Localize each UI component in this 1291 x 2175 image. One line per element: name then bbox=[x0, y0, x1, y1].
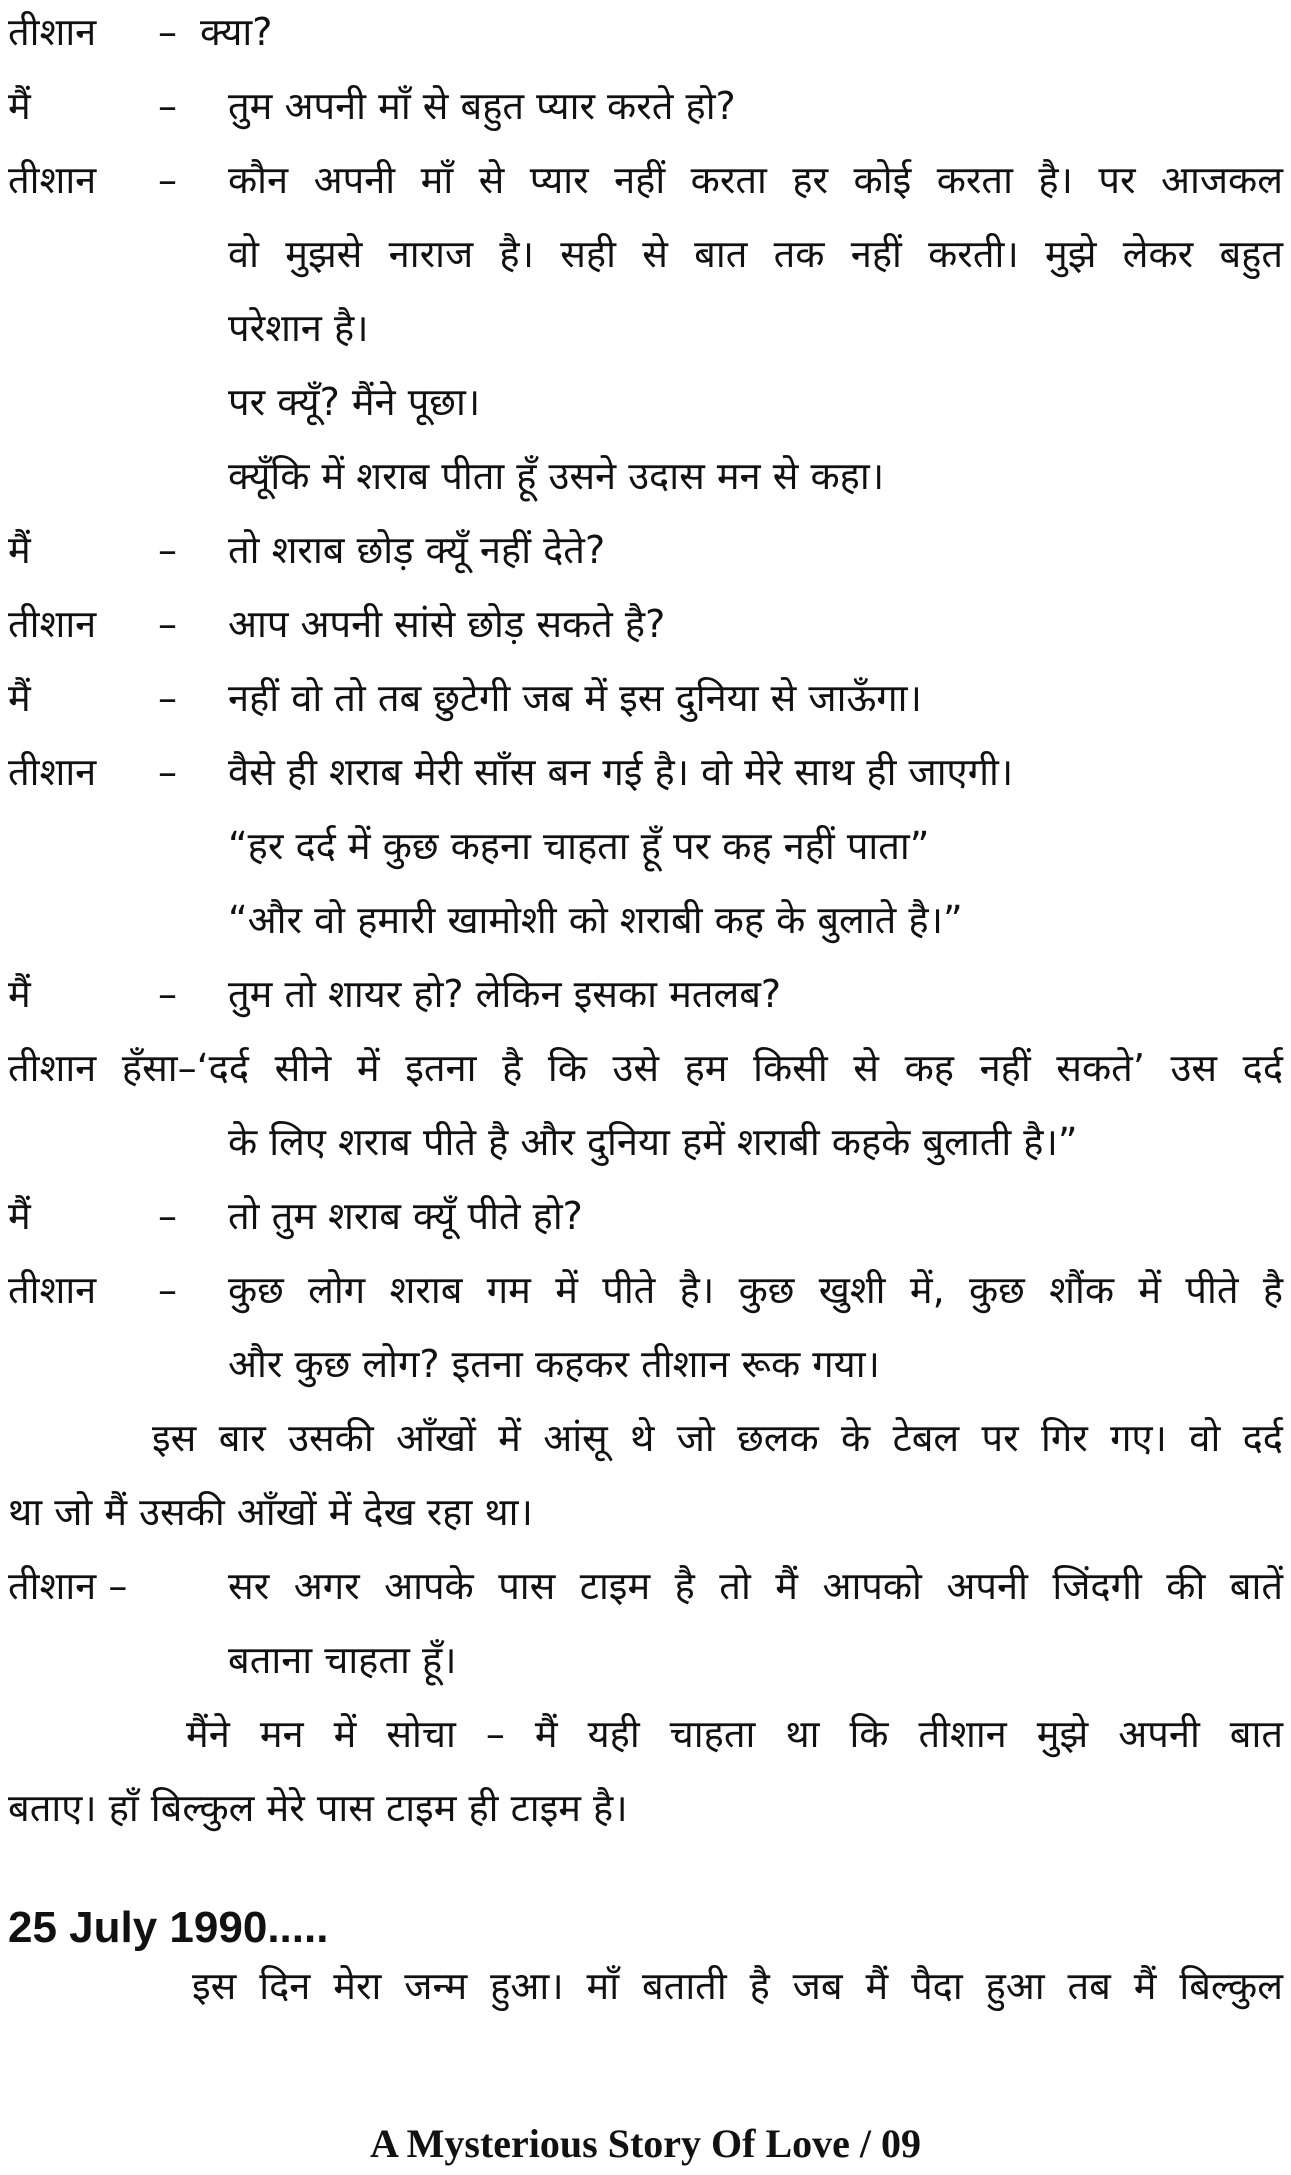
dialogue-text: क्यूँकि में शराब पीता हूँ उसने उदास मन से कहा। bbox=[228, 454, 885, 498]
dialogue-text: बताना चाहता हूँ। bbox=[228, 1638, 457, 1682]
speaker-label: मैं bbox=[8, 1194, 31, 1238]
dialogue-text: तीशान हँसा–‘दर्द सीने में इतना है कि उसे हम किसी से कह नहीं सकते’ उस दर्द bbox=[8, 1046, 1283, 1090]
quote-text: “हर दर्द में कुछ कहना चाहता हूँ पर कह नहीं पाता” bbox=[228, 824, 930, 868]
dash: – bbox=[158, 750, 177, 794]
dialogue-text: वैसे ही शराब मेरी साँस बन गई है। वो मेरे साथ ही जाएगी। bbox=[228, 750, 1014, 794]
dialogue-text: वो मुझसे नाराज है। सही से बात तक नहीं करती। मुझे लेकर बहुत bbox=[228, 232, 1283, 276]
speaker-label: तीशान bbox=[8, 750, 97, 794]
speaker-label: तीशान bbox=[8, 1268, 97, 1312]
paragraph-text: इस दिन मेरा जन्म हुआ। माँ बताती है जब मैं पैदा हुआ तब मैं बिल्कुल bbox=[192, 1964, 1283, 2008]
dialogue-text: तुम अपनी माँ से बहुत प्यार करते हो? bbox=[228, 84, 736, 128]
dialogue-text: नहीं वो तो तब छुटेगी जब में इस दुनिया से जाऊँगा। bbox=[228, 676, 922, 720]
speaker-label: तीशान bbox=[8, 158, 97, 202]
speaker-label: तीशान bbox=[8, 602, 97, 646]
dash: – bbox=[158, 1194, 177, 1238]
paragraph-text: था जो मैं उसकी आँखों में देख रहा था। bbox=[8, 1490, 533, 1534]
dialogue-text: क्या? bbox=[200, 10, 273, 54]
dash: – bbox=[158, 84, 177, 128]
dialogue-text: तो शराब छोड़ क्यूँ नहीं देते? bbox=[228, 528, 606, 572]
dialogue-text: कौन अपनी माँ से प्यार नहीं करता हर कोई करता है। पर आजकल bbox=[228, 158, 1283, 202]
dash: – bbox=[158, 602, 177, 646]
dialogue-text: और कुछ लोग? इतना कहकर तीशान रूक गया। bbox=[228, 1342, 880, 1386]
speaker-label: मैं bbox=[8, 528, 31, 572]
date-heading: 25 July 1990..... bbox=[8, 1903, 329, 1952]
quote-text: “और वो हमारी खामोशी को शराबी कह के बुलाते है।” bbox=[228, 898, 963, 942]
dash: – bbox=[158, 1268, 177, 1312]
dash: – bbox=[158, 972, 177, 1016]
paragraph-text: मैंने मन में सोचा – मैं यही चाहता था कि तीशान मुझे अपनी बात bbox=[186, 1712, 1283, 1756]
speaker-label: मैं bbox=[8, 972, 31, 1016]
dash: – bbox=[158, 528, 177, 572]
dialogue-text: परेशान है। bbox=[228, 306, 369, 350]
dialogue-text: तुम तो शायर हो? लेकिन इसका मतलब? bbox=[228, 972, 782, 1016]
dialogue-text: पर क्यूँ? मैंने पूछा। bbox=[228, 380, 481, 424]
paragraph-text: इस बार उसकी आँखों में आंसू थे जो छलक के टेबल पर गिर गए। वो दर्द bbox=[152, 1416, 1283, 1460]
speaker-label: तीशान – bbox=[8, 1564, 128, 1608]
dash: – bbox=[158, 10, 177, 54]
speaker-label: मैं bbox=[8, 84, 31, 128]
dialogue-text: तो तुम शराब क्यूँ पीते हो? bbox=[228, 1194, 583, 1238]
dash: – bbox=[158, 676, 177, 720]
dialogue-text: सर अगर आपके पास टाइम है तो मैं आपको अपनी जिंदगी की बातें bbox=[228, 1564, 1283, 1608]
paragraph-text: बताए। हाँ बिल्कुल मेरे पास टाइम ही टाइम है। bbox=[8, 1786, 628, 1830]
dash: – bbox=[158, 158, 177, 202]
dialogue-text: कुछ लोग शराब गम में पीते है। कुछ खुशी में, कुछ शौंक में पीते है bbox=[228, 1268, 1283, 1312]
dialogue-text: आप अपनी सांसे छोड़ सकते है? bbox=[228, 602, 666, 646]
page-footer: A Mysterious Story Of Love / 09 bbox=[369, 2121, 922, 2166]
speaker-label: तीशान bbox=[8, 10, 97, 54]
dialogue-text: के लिए शराब पीते है और दुनिया हमें शराबी कहके बुलाती है।” bbox=[228, 1120, 1078, 1164]
speaker-label: मैं bbox=[8, 676, 31, 720]
